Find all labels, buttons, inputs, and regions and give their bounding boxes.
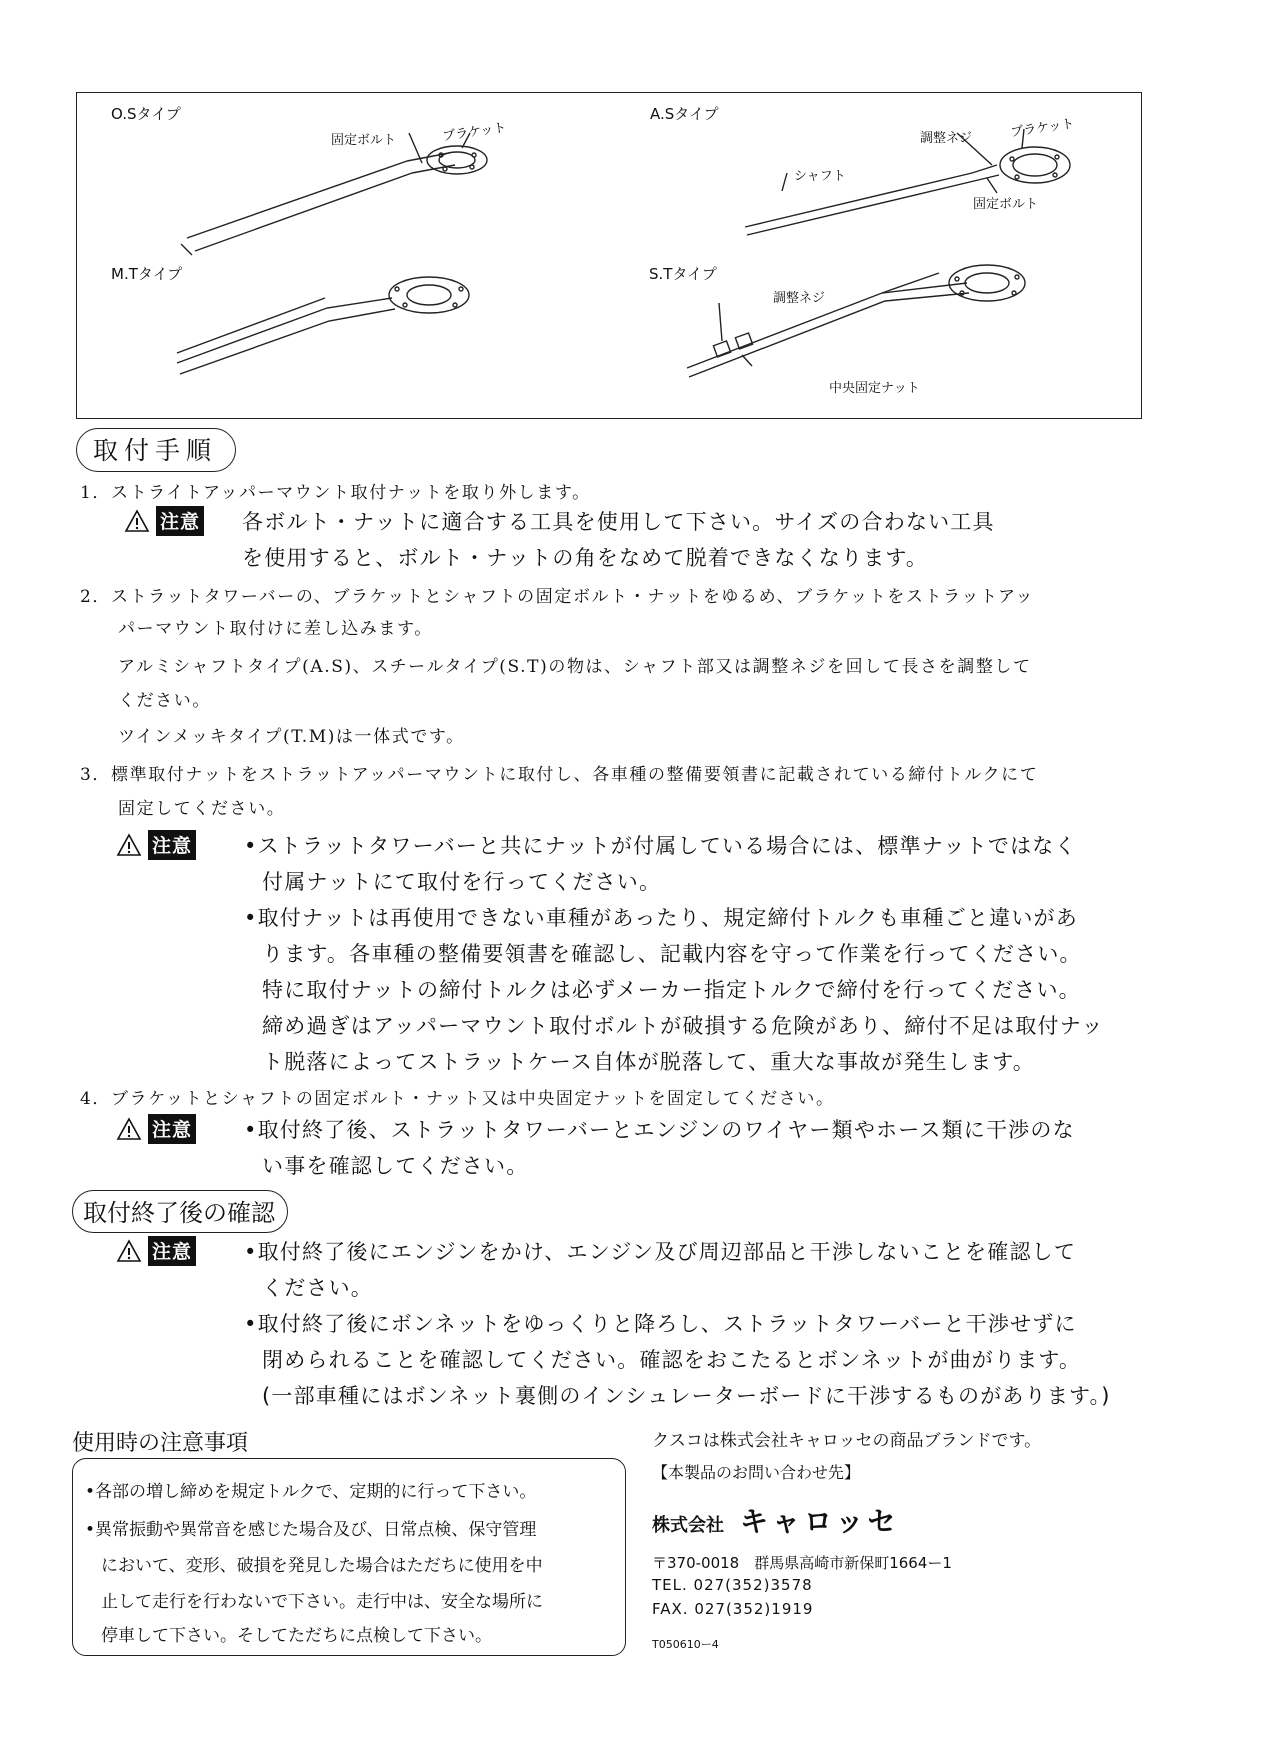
st-type-label: S.Tタイプ [649, 265, 717, 283]
check-caution-marker [116, 1236, 196, 1266]
check-line-4: 閉められることを確認してください。確認をおこたるとボンネットが曲がります。 [262, 1348, 1082, 1372]
company-prefix: 株式会社 [652, 1515, 724, 1536]
strut-bar-diagrams [77, 93, 1141, 418]
step-2-line-4: ください。 [118, 691, 211, 711]
caution-tag: 注意 [148, 1114, 196, 1144]
usage-notice-box [72, 1458, 626, 1656]
caution-3-line-6: 締め過ぎはアッパーマウント取付ボルトが破損する危険があり、締付不足は取付ナッ [262, 1014, 1104, 1038]
warning-triangle-icon [124, 509, 150, 533]
caution-4-marker [116, 1114, 196, 1144]
as-shaft-callout: シャフト [794, 169, 846, 184]
os-bolt-callout: 固定ボルト [331, 133, 397, 148]
step-2-line-2: パーマウント取付けに差し込みます。 [118, 619, 433, 639]
procedure-title: 取付手順 [76, 428, 236, 472]
step-1: 1．ストライトアッパーマウント取付ナットを取り外します。 [80, 483, 591, 503]
step-3-line-1: 3．標準取付ナットをストラットアッパーマウントに取付し、各車種の整備要領書に記載されている締付トルクにて [80, 765, 1039, 785]
caution-1-marker [124, 506, 204, 536]
caution-4-line-2: い事を確認してください。 [262, 1154, 529, 1178]
warning-triangle-icon [116, 1117, 142, 1141]
caution-1-line-1: 各ボルト・ナットに適合する工具を使用して下さい。サイズの合わない工具 [242, 510, 995, 534]
usage-title: 使用時の注意事項 [72, 1431, 249, 1456]
caution-3-line-2: 付属ナットにて取付を行ってください。 [262, 870, 662, 894]
as-bolt-callout: 固定ボルト [973, 197, 1039, 212]
caution-1-line-2: を使用すると、ボルト・ナットの角をなめて脱着できなくなります。 [242, 546, 929, 570]
step-2-line-5: ツインメッキタイプ(T.M)は一体式です。 [118, 727, 465, 747]
diagram-panel [76, 92, 1142, 419]
usage-line-5: 停車して下さい。そしてただちに点検して下さい。 [101, 1626, 492, 1646]
st-type-illustration [687, 265, 1025, 377]
caution-3-marker [116, 830, 196, 860]
check-title: 取付終了後の確認 [72, 1190, 288, 1233]
step-4: 4．ブラケットとシャフトの固定ボルト・ナット又は中央固定ナットを固定してください。 [80, 1089, 835, 1109]
caution-tag: 注意 [156, 506, 204, 536]
as-bracket-callout: ブラケット [1009, 116, 1076, 141]
company-tel: TEL. 027(352)3578 [652, 1576, 813, 1594]
caution-tag: 注意 [148, 1236, 196, 1266]
mt-type-label: M.Tタイプ [111, 265, 183, 283]
as-adjust-callout: 調整ネジ [920, 131, 973, 146]
step-3-line-2: 固定してください。 [118, 799, 286, 819]
company-block [652, 1500, 899, 1540]
caution-3-line-5: 特に取付ナットの締付トルクは必ずメーカー指定トルクで締付を行ってください。 [262, 978, 1081, 1002]
brand-note: クスコは株式会社キャロッセの商品ブランドです。 [652, 1431, 1042, 1451]
warning-triangle-icon [116, 833, 142, 857]
caution-4-line-1: •取付終了後、ストラットタワーバーとエンジンのワイヤー類やホース類に干渉のな [244, 1118, 1075, 1142]
company-address: 〒370-0018 群馬県高崎市新保町1664ー1 [652, 1554, 952, 1572]
step-2-line-3: アルミシャフトタイプ(A.S)、スチールタイプ(S.T)の物は、シャフト部又は調整ネジを回して長さを調整して [118, 657, 1032, 677]
as-type-label: A.Sタイプ [650, 105, 719, 123]
company-name: キャロッセ [740, 1505, 900, 1538]
caution-3-line-4: ります。各車種の整備要領書を確認し、記載内容を守って作業を行ってください。 [262, 942, 1082, 966]
caution-3-line-7: ト脱落によってストラットケース自体が脱落して、重大な事故が発生します。 [262, 1050, 1036, 1074]
document-code: T050610ー4 [652, 1638, 719, 1651]
os-bracket-callout: ブラケット [441, 120, 508, 145]
os-type-label: O.Sタイプ [111, 105, 181, 123]
caution-tag: 注意 [148, 830, 196, 860]
warning-triangle-icon [116, 1239, 142, 1263]
step-2-line-1: 2．ストラットタワーバーの、ブラケットとシャフトの固定ボルト・ナットをゆるめ、ブラケットをストラットアッ [80, 587, 1035, 607]
os-type-illustration [181, 133, 487, 255]
mt-type-illustration [177, 277, 469, 374]
st-nut-callout: 中央固定ナット [829, 381, 920, 396]
usage-line-1: •各部の増し締めを規定トルクで、定期的に行って下さい。 [85, 1482, 537, 1502]
usage-line-2: •異常振動や異常音を感じた場合及び、日常点検、保守管理 [85, 1520, 537, 1540]
usage-line-4: 止して走行を行わないで下さい。走行中は、安全な場所に [101, 1592, 543, 1612]
inquiry-heading: 【本製品のお問い合わせ先】 [652, 1463, 861, 1482]
check-line-3: •取付終了後にボンネットをゆっくりと降ろし、ストラットタワーバーと干渉せずに [244, 1312, 1077, 1336]
caution-3-line-3: •取付ナットは再使用できない車種があったり、規定締付トルクも車種ごと違いがあ [244, 906, 1078, 930]
company-fax: FAX. 027(352)1919 [652, 1600, 814, 1618]
check-line-1: •取付終了後にエンジンをかけ、エンジン及び周辺部品と干渉しないことを確認して [244, 1240, 1077, 1264]
check-line-2: ください。 [262, 1276, 373, 1300]
caution-3-line-1: •ストラットタワーバーと共にナットが付属している場合には、標準ナットではなく [244, 834, 1077, 858]
check-line-5: (一部車種にはボンネット裏側のインシュレーターボードに干渉するものがあります。) [262, 1384, 1111, 1408]
usage-line-3: において、変形、破損を発見した場合はただちに使用を中 [101, 1556, 543, 1576]
st-adjust-callout: 調整ネジ [773, 291, 826, 306]
